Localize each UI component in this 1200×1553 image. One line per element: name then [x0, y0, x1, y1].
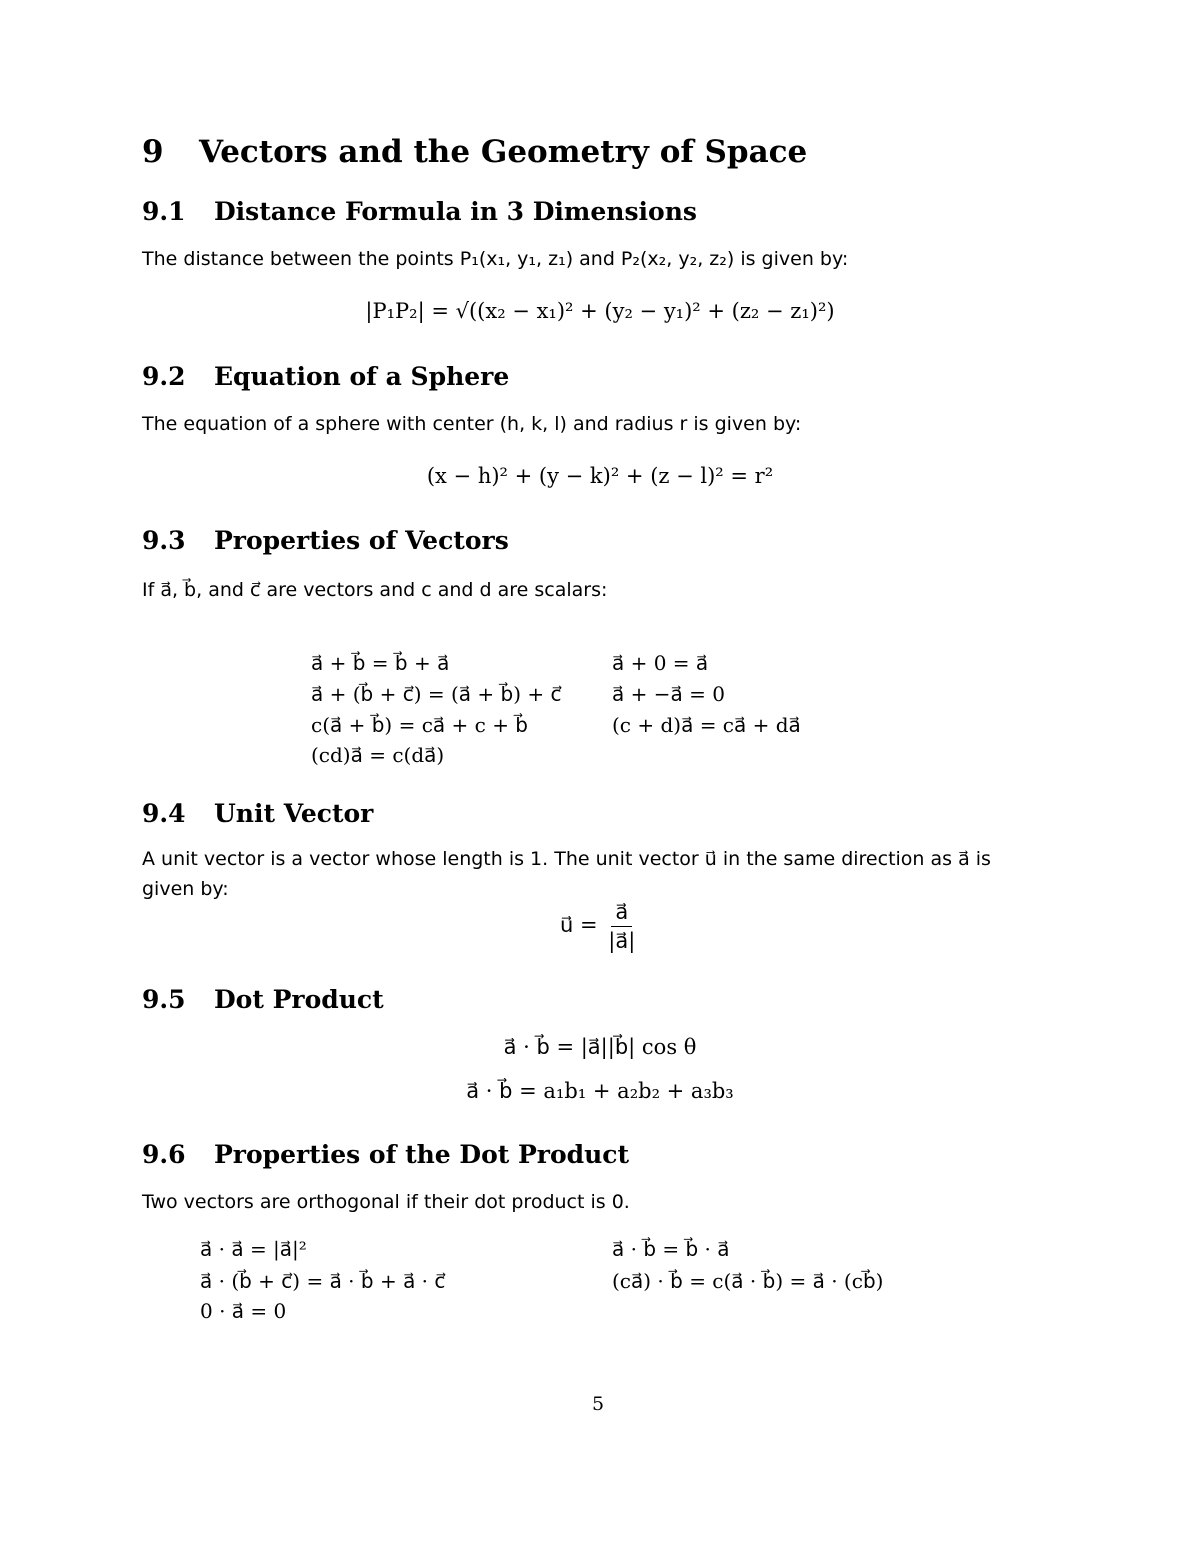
dot-product-property: a⃗ · a⃗ = |a⃗|² [200, 1237, 307, 1261]
dot-product-components: a⃗ · b⃗ = a₁b₁ + a₂b₂ + a₃b₃ [466, 1079, 734, 1103]
dot-product-property: a⃗ · b⃗ = b⃗ · a⃗ [612, 1237, 730, 1261]
section-title: Properties of Vectors [214, 526, 509, 555]
section-heading-9-3 [142, 526, 509, 555]
distance-formula: |P₁P₂| = √((x₂ − x₁)² + (y₂ − y₁)² + (z₂ − z₁)²) [365, 299, 835, 323]
section-title: Distance Formula in 3 Dimensions [214, 197, 697, 226]
section-text: The distance between the points P₁(x₁, y₁, z₁) and P₂(x₂, y₂, z₂) is given by: [142, 248, 849, 270]
section-title: Unit Vector [214, 799, 374, 828]
vector-property: a⃗ + −a⃗ = 0 [612, 682, 725, 706]
chapter-title: Vectors and the Geometry of Space [199, 134, 808, 170]
page-number: 5 [592, 1393, 605, 1415]
section-number: 9.3 [142, 526, 186, 555]
chapter-number: 9 [142, 134, 164, 170]
section-title: Properties of the Dot Product [214, 1140, 630, 1169]
formula-lhs: u⃗ = [560, 913, 598, 937]
section-number: 9.5 [142, 985, 186, 1014]
chapter-heading [142, 134, 807, 170]
vector-property: (cd)a⃗ = c(da⃗) [311, 743, 445, 767]
vector-property: a⃗ + b⃗ = b⃗ + a⃗ [311, 651, 450, 675]
section-number: 9.4 [142, 799, 186, 828]
section-text: given by: [142, 878, 229, 900]
vector-property: a⃗ + (b⃗ + c⃗) = (a⃗ + b⃗) + c⃗ [311, 682, 562, 706]
fraction-numerator: a⃗ [611, 900, 632, 927]
section-number: 9.2 [142, 362, 186, 391]
vector-property: c(a⃗ + b⃗) = ca⃗ + c + b⃗ [311, 713, 529, 737]
section-number: 9.1 [142, 197, 186, 226]
section-heading-9-5 [142, 985, 384, 1014]
section-text: The equation of a sphere with center (h, k, l) and radius r is given by: [142, 413, 802, 435]
dot-product-property: a⃗ · (b⃗ + c⃗) = a⃗ · b⃗ + a⃗ · c⃗ [200, 1269, 446, 1293]
fraction-denominator: |a⃗| [608, 929, 636, 953]
dot-product-property: 0 · a⃗ = 0 [200, 1299, 287, 1323]
section-heading-9-6 [142, 1140, 629, 1169]
dot-product-property: (ca⃗) · b⃗ = c(a⃗ · b⃗) = a⃗ · (cb⃗) [612, 1269, 884, 1293]
section-title: Equation of a Sphere [214, 362, 510, 391]
dot-product-formula: a⃗ · b⃗ = |a⃗||b⃗| cos θ [503, 1035, 697, 1059]
section-heading-9-4 [142, 799, 373, 828]
section-heading-9-1 [142, 197, 697, 226]
section-heading-9-2 [142, 362, 509, 391]
section-title: Dot Product [214, 985, 384, 1014]
vector-property: (c + d)a⃗ = ca⃗ + da⃗ [612, 713, 801, 737]
vector-property: a⃗ + 0 = a⃗ [612, 651, 709, 675]
fraction [604, 900, 639, 953]
unit-vector-formula [560, 900, 639, 953]
section-text: A unit vector is a vector whose length is 1. The unit vector u⃗ in the same direction as a⃗ is [142, 848, 991, 870]
section-text: If a⃗, b⃗, and c⃗ are vectors and c and d are scalars: [142, 579, 608, 601]
section-number: 9.6 [142, 1140, 186, 1169]
section-text: Two vectors are orthogonal if their dot product is 0. [142, 1191, 630, 1213]
sphere-equation: (x − h)² + (y − k)² + (z − l)² = r² [426, 464, 774, 488]
